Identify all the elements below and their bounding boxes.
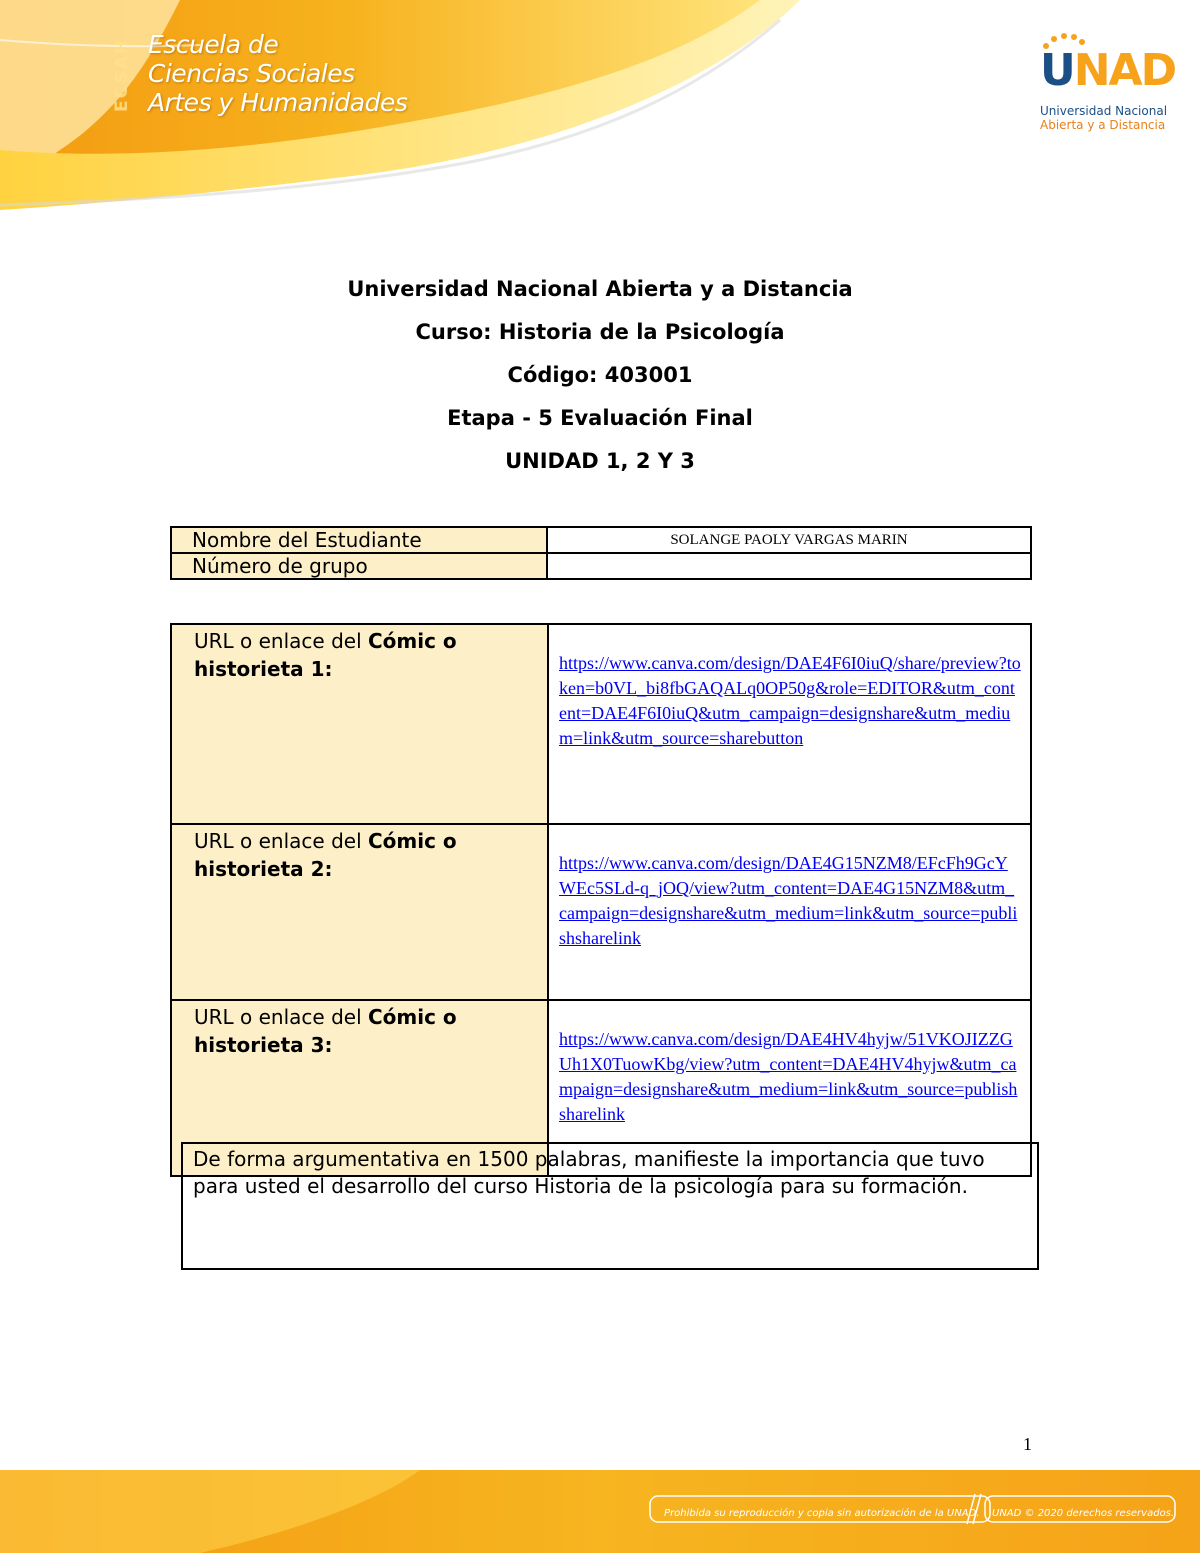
unit-title: UNIDAD 1, 2 Y 3 — [505, 449, 695, 473]
school-tag: ECSAH — [112, 37, 132, 113]
comic-1-url-cell — [548, 624, 1031, 824]
comic-1-label-bold: Cómic o historieta 1: — [194, 629, 457, 681]
comic-1-label — [171, 624, 548, 824]
course-title: Curso: Historia de la Psicología — [415, 320, 785, 344]
unad-line-1: Universidad Nacional — [1040, 104, 1168, 118]
university-title: Universidad Nacional Abierta y a Distancia — [347, 277, 853, 301]
comic-3-link[interactable]: https://www.canva.com/design/DAE4HV4hyjw/51VKOJIZZGUh1X0TuowKbg/view?utm_content=DAE4HV4hyjw&utm_campaign=designshare&utm_medium=link&utm_source=publishsharelink — [559, 1029, 1018, 1124]
comic-3-label-bold: Cómic o historieta 3: — [194, 1005, 457, 1057]
stage-title: Etapa - 5 Evaluación Final — [447, 406, 753, 430]
comic-1-link[interactable]: https://www.canva.com/design/DAE4F6I0iuQ/share/preview?token=b0VL_bi8fbGAQALq0OP50g&role=EDITOR&utm_content=DAE4F6I0iuQ&utm_campaign=designshare&utm_medium=link&utm_source=sharebutton — [559, 653, 1021, 748]
student-name-value: SOLANGE PAOLY VARGAS MARIN — [547, 527, 1031, 553]
group-number-value — [547, 553, 1031, 579]
footer-left-notice: Prohibida su reproducción y copia sin autorización de la UNAD. — [664, 1508, 980, 1519]
comic-url-table — [170, 623, 1032, 1177]
table-row — [171, 624, 1031, 824]
comic-2-label-prefix: URL o enlace del — [194, 829, 368, 853]
school-line-1: Escuela de — [148, 30, 279, 59]
instruction-box: De forma argumentativa en 1500 palabras, manifieste la importancia que tuvo para usted el desarrollo del curso Historia de la psicología para su formación. — [181, 1142, 1039, 1270]
student-name-label: Nombre del Estudiante — [171, 527, 547, 553]
table-row — [171, 527, 1031, 553]
comic-3-label-prefix: URL o enlace del — [194, 1005, 368, 1029]
footer-right-notice: UNAD © 2020 derechos reservados. — [992, 1508, 1175, 1519]
school-logo — [148, 30, 407, 117]
student-table — [170, 526, 1032, 580]
comic-2-link[interactable]: https://www.canva.com/design/DAE4G15NZM8/EFcFh9GcYWEc5SLd-q_jOQ/view?utm_content=DAE4G15NZM8&utm_campaign=designshare&utm_medium=link&utm_source=publishsharelink — [559, 853, 1018, 948]
unad-wordmark-nad: NAD — [1073, 45, 1176, 96]
unad-wordmark — [1040, 46, 1175, 96]
school-line-3: Artes y Humanidades — [148, 88, 408, 117]
comic-2-label — [171, 824, 548, 1000]
title-block — [0, 268, 1200, 483]
comic-1-label-prefix: URL o enlace del — [194, 629, 368, 653]
course-code: Código: 403001 — [507, 363, 693, 387]
group-number-label: Número de grupo — [171, 553, 547, 579]
school-line-2: Ciencias Sociales — [148, 59, 355, 88]
unad-wordmark-u: U — [1040, 45, 1074, 96]
table-row — [171, 553, 1031, 579]
comic-2-label-bold: Cómic o historieta 2: — [194, 829, 457, 881]
table-row — [171, 824, 1031, 1000]
unad-line-2: Abierta y a Distancia — [1040, 118, 1166, 132]
comic-2-url-cell — [548, 824, 1031, 1000]
page-number: 1 — [1023, 1434, 1032, 1454]
